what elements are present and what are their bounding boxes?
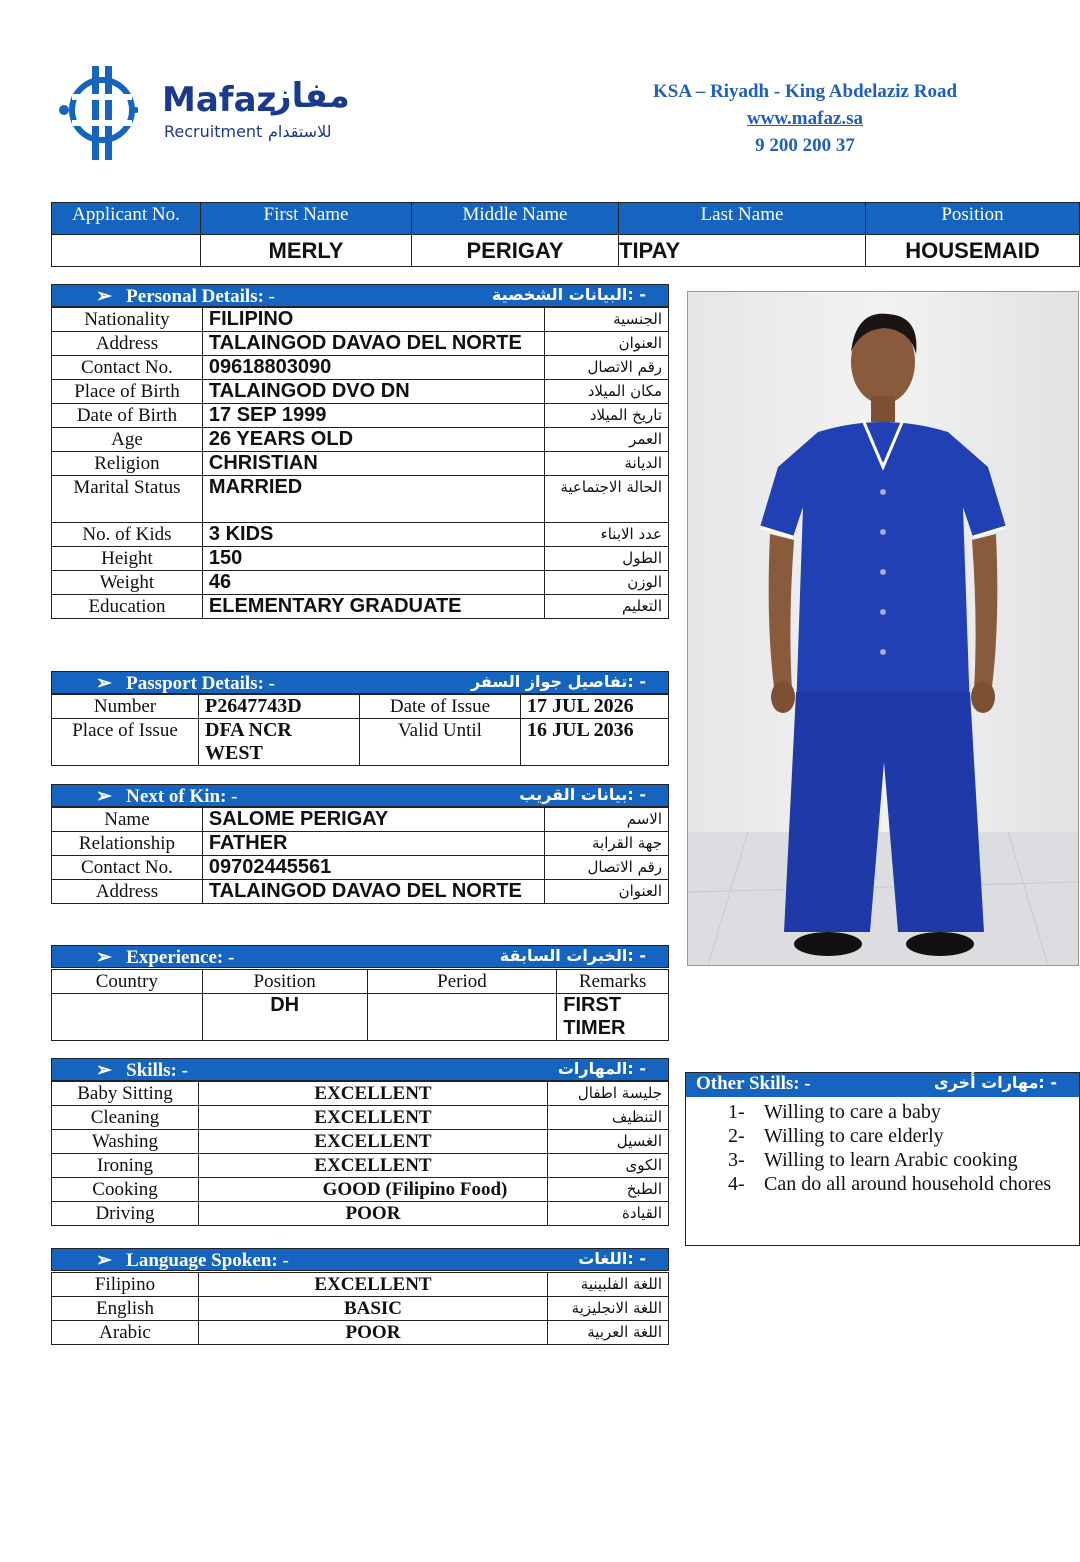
company-website-link[interactable]: www.mafaz.sa	[746, 108, 864, 129]
table-row	[52, 832, 669, 856]
table-row	[52, 380, 669, 404]
skill-label: Ironing	[52, 1154, 199, 1178]
table-row	[52, 356, 669, 380]
experience-title	[96, 946, 234, 969]
item-number: 4-	[728, 1173, 745, 1195]
first-name: MERLY	[201, 235, 412, 267]
row-label: Address	[52, 880, 203, 904]
row-label: Contact No.	[52, 856, 203, 880]
language-label-arabic: اللغة الانجليزية	[548, 1297, 669, 1321]
brand-name-arabic: مفاز	[272, 76, 350, 116]
skill-level: GOOD (Filipino Food)	[199, 1178, 548, 1202]
issue-date: 17 JUL 2026	[521, 695, 669, 719]
table-row	[52, 547, 669, 571]
place-of-issue-label: Place of Issue	[52, 719, 199, 766]
table-row	[52, 719, 669, 766]
row-value: TALAINGOD DAVAO DEL NORTE	[202, 880, 544, 904]
table-row	[52, 332, 669, 356]
table-row	[52, 695, 669, 719]
valid-until-label: Valid Until	[360, 719, 521, 766]
skill-label-arabic: الغسيل	[548, 1130, 669, 1154]
valid-until: 16 JUL 2036	[521, 719, 669, 766]
table-row	[52, 452, 669, 476]
table-row	[52, 595, 669, 619]
row-label-arabic: الديانة	[544, 452, 668, 476]
row-value: TALAINGOD DAVAO DEL NORTE	[202, 332, 544, 356]
row-label-arabic: الاسم	[544, 808, 668, 832]
arrow-icon: ➢	[96, 286, 112, 307]
skills-table	[51, 1081, 669, 1226]
row-label: Name	[52, 808, 203, 832]
passport-number: P2647743D	[199, 695, 360, 719]
brand-subtitle: Recruitment	[164, 122, 263, 141]
language-label-arabic: اللغة العربية	[548, 1321, 669, 1345]
experience-col-period: Period	[367, 970, 557, 994]
last-name: TIPAY	[619, 235, 866, 267]
row-label-arabic: عدد الابناء	[544, 523, 668, 547]
skill-label: Driving	[52, 1202, 199, 1226]
row-value: ELEMENTARY GRADUATE	[202, 595, 544, 619]
personal-details-title	[96, 285, 275, 308]
table-row	[52, 1130, 669, 1154]
table-row	[52, 1273, 669, 1297]
row-label-arabic: رقم الاتصال	[544, 856, 668, 880]
company-address: KSA – Riyadh - King Abdelaziz Road	[652, 81, 958, 102]
skill-label-arabic: القيادة	[548, 1202, 669, 1226]
skill-level: EXCELLENT	[199, 1106, 548, 1130]
experience-title-text: Experience: -	[126, 947, 235, 968]
company-contact	[640, 78, 970, 159]
item-text: Willing to learn Arabic cooking	[764, 1149, 1018, 1171]
table-row	[52, 404, 669, 428]
row-value: SALOME PERIGAY	[202, 808, 544, 832]
row-label-arabic: رقم الاتصال	[544, 356, 668, 380]
row-label-arabic: تاريخ الميلاد	[544, 404, 668, 428]
row-value: 09618803090	[202, 356, 544, 380]
place-of-issue: DFA NCR WEST	[199, 719, 360, 766]
next-of-kin-title	[96, 785, 238, 808]
skill-label: Washing	[52, 1130, 199, 1154]
header-middle-name: Middle Name	[412, 203, 619, 235]
personal-details-table	[51, 307, 669, 619]
position: HOUSEMAID	[866, 235, 1080, 267]
language-level: POOR	[199, 1321, 548, 1345]
other-skills-list	[686, 1100, 1079, 1196]
other-skills-title: Other Skills: -	[696, 1073, 811, 1094]
personal-details-title-arabic: البيانات الشخصية: -	[491, 285, 646, 304]
row-value: 46	[202, 571, 544, 595]
language-label: Filipino	[52, 1273, 199, 1297]
language-level: EXCELLENT	[199, 1273, 548, 1297]
table-row	[52, 308, 669, 332]
skill-level: EXCELLENT	[199, 1154, 548, 1178]
other-skills-box	[685, 1072, 1080, 1246]
row-label: Address	[52, 332, 203, 356]
table-row	[52, 1321, 669, 1345]
row-label-arabic: الطول	[544, 547, 668, 571]
list-item	[686, 1148, 1079, 1172]
languages-title-arabic: اللغات: -	[578, 1249, 646, 1268]
skill-level: POOR	[199, 1202, 548, 1226]
item-text: Willing to care a baby	[764, 1101, 941, 1123]
row-label: Date of Birth	[52, 404, 203, 428]
row-label-arabic: العمر	[544, 428, 668, 452]
skill-level: EXCELLENT	[199, 1130, 548, 1154]
experience-country	[52, 994, 203, 1041]
table-row	[52, 1106, 669, 1130]
languages-title	[96, 1249, 289, 1272]
arrow-icon: ➢	[96, 1060, 112, 1081]
passport-number-label: Number	[52, 695, 199, 719]
experience-col-position: Position	[202, 970, 367, 994]
next-of-kin-title-arabic: بيانات القريب: -	[519, 785, 646, 804]
table-row	[52, 476, 669, 523]
skill-label: Cooking	[52, 1178, 199, 1202]
row-value: CHRISTIAN	[202, 452, 544, 476]
row-label: Nationality	[52, 308, 203, 332]
table-row	[52, 880, 669, 904]
arrow-icon: ➢	[96, 673, 112, 694]
list-item	[686, 1172, 1079, 1196]
row-value: 09702445561	[202, 856, 544, 880]
experience-remarks: FIRST TIMER	[557, 994, 669, 1041]
other-skills-header	[686, 1073, 1079, 1097]
row-value: 26 YEARS OLD	[202, 428, 544, 452]
languages-header	[51, 1248, 669, 1271]
item-number: 1-	[728, 1101, 745, 1123]
experience-title-arabic: الخبرات السابقة: -	[499, 946, 646, 965]
row-label: Relationship	[52, 832, 203, 856]
table-row	[52, 970, 669, 994]
applicant-table	[51, 202, 1080, 267]
arrow-icon: ➢	[96, 786, 112, 807]
skill-label-arabic: التنظيف	[548, 1106, 669, 1130]
row-value: 150	[202, 547, 544, 571]
brand-name: Mafaz	[162, 80, 277, 120]
languages-table	[51, 1272, 669, 1345]
passport-details-table	[51, 694, 669, 766]
item-text: Willing to care elderly	[764, 1125, 944, 1147]
row-label-arabic: الحالة الاجتماعية	[544, 476, 668, 523]
row-value: FILIPINO	[202, 308, 544, 332]
row-label-arabic: الجنسية	[544, 308, 668, 332]
table-row	[52, 856, 669, 880]
item-text: Can do all around household chores	[764, 1173, 1052, 1195]
table-row	[52, 1082, 669, 1106]
row-value: 17 SEP 1999	[202, 404, 544, 428]
header-applicant-no: Applicant No.	[52, 203, 201, 235]
skills-title-arabic: المهارات: -	[557, 1059, 646, 1078]
row-value: TALAINGOD DVO DN	[202, 380, 544, 404]
language-label-arabic: اللغة الفلبينية	[548, 1273, 669, 1297]
applicant-no	[52, 235, 201, 267]
row-label: Education	[52, 595, 203, 619]
row-value: MARRIED	[202, 476, 544, 523]
company-phone: 9 200 200 37	[755, 135, 855, 156]
table-row	[52, 523, 669, 547]
company-logo	[58, 64, 358, 164]
row-label-arabic: العنوان	[544, 332, 668, 356]
applicant-photo	[687, 291, 1079, 966]
skill-label-arabic: الكوى	[548, 1154, 669, 1178]
next-of-kin-header	[51, 784, 669, 807]
middle-name: PERIGAY	[412, 235, 619, 267]
experience-period	[367, 994, 557, 1041]
header-position: Position	[866, 203, 1080, 235]
experience-col-country: Country	[52, 970, 203, 994]
table-row	[52, 1297, 669, 1321]
skill-level: EXCELLENT	[199, 1082, 548, 1106]
experience-table	[51, 969, 669, 1041]
row-label-arabic: مكان الميلاد	[544, 380, 668, 404]
arrow-icon: ➢	[96, 947, 112, 968]
item-number: 3-	[728, 1149, 745, 1171]
skills-title	[96, 1059, 188, 1082]
row-label: No. of Kids	[52, 523, 203, 547]
row-label: Height	[52, 547, 203, 571]
skills-title-text: Skills: -	[126, 1060, 188, 1081]
table-row	[52, 1178, 669, 1202]
skill-label: Cleaning	[52, 1106, 199, 1130]
kin-title-text: Next of Kin: -	[126, 786, 238, 807]
language-label: English	[52, 1297, 199, 1321]
language-level: BASIC	[199, 1297, 548, 1321]
mafaz-logo-icon	[58, 64, 138, 162]
personal-details-header	[51, 284, 669, 307]
experience-header	[51, 945, 669, 968]
applicant-portrait-image	[688, 292, 1078, 965]
language-label: Arabic	[52, 1321, 199, 1345]
header-first-name: First Name	[201, 203, 412, 235]
passport-details-title-arabic: تفاصيل جواز السفر: -	[470, 672, 646, 691]
passport-title-text: Passport Details: -	[126, 673, 275, 694]
header-last-name: Last Name	[619, 203, 866, 235]
other-skills-title-arabic: مهارات أخرى: -	[933, 1073, 1057, 1092]
list-item	[686, 1100, 1079, 1124]
issue-date-label: Date of Issue	[360, 695, 521, 719]
experience-col-remarks: Remarks	[557, 970, 669, 994]
list-item	[686, 1124, 1079, 1148]
row-value: 3 KIDS	[202, 523, 544, 547]
table-row	[52, 1202, 669, 1226]
table-row	[52, 808, 669, 832]
item-number: 2-	[728, 1125, 745, 1147]
skills-header	[51, 1058, 669, 1081]
table-row	[52, 571, 669, 595]
skill-label-arabic: جليسة اطفال	[548, 1082, 669, 1106]
passport-details-title	[96, 672, 275, 695]
row-label: Place of Birth	[52, 380, 203, 404]
row-label-arabic: الوزن	[544, 571, 668, 595]
row-label-arabic: التعليم	[544, 595, 668, 619]
table-row	[52, 1154, 669, 1178]
row-label: Weight	[52, 571, 203, 595]
table-row	[52, 428, 669, 452]
next-of-kin-table	[51, 807, 669, 904]
row-label: Religion	[52, 452, 203, 476]
brand-subtitle-arabic: للاستقدام	[268, 122, 332, 141]
skill-label: Baby Sitting	[52, 1082, 199, 1106]
personal-title-text: Personal Details: -	[126, 286, 275, 307]
arrow-icon: ➢	[96, 1250, 112, 1271]
row-value: FATHER	[202, 832, 544, 856]
row-label: Age	[52, 428, 203, 452]
row-label: Contact No.	[52, 356, 203, 380]
skill-label-arabic: الطبخ	[548, 1178, 669, 1202]
row-label: Marital Status	[52, 476, 203, 523]
table-row	[52, 994, 669, 1041]
experience-position: DH	[202, 994, 367, 1041]
row-label-arabic: العنوان	[544, 880, 668, 904]
row-label-arabic: جهة القرابة	[544, 832, 668, 856]
passport-details-header	[51, 671, 669, 694]
languages-title-text: Language Spoken: -	[126, 1250, 289, 1271]
